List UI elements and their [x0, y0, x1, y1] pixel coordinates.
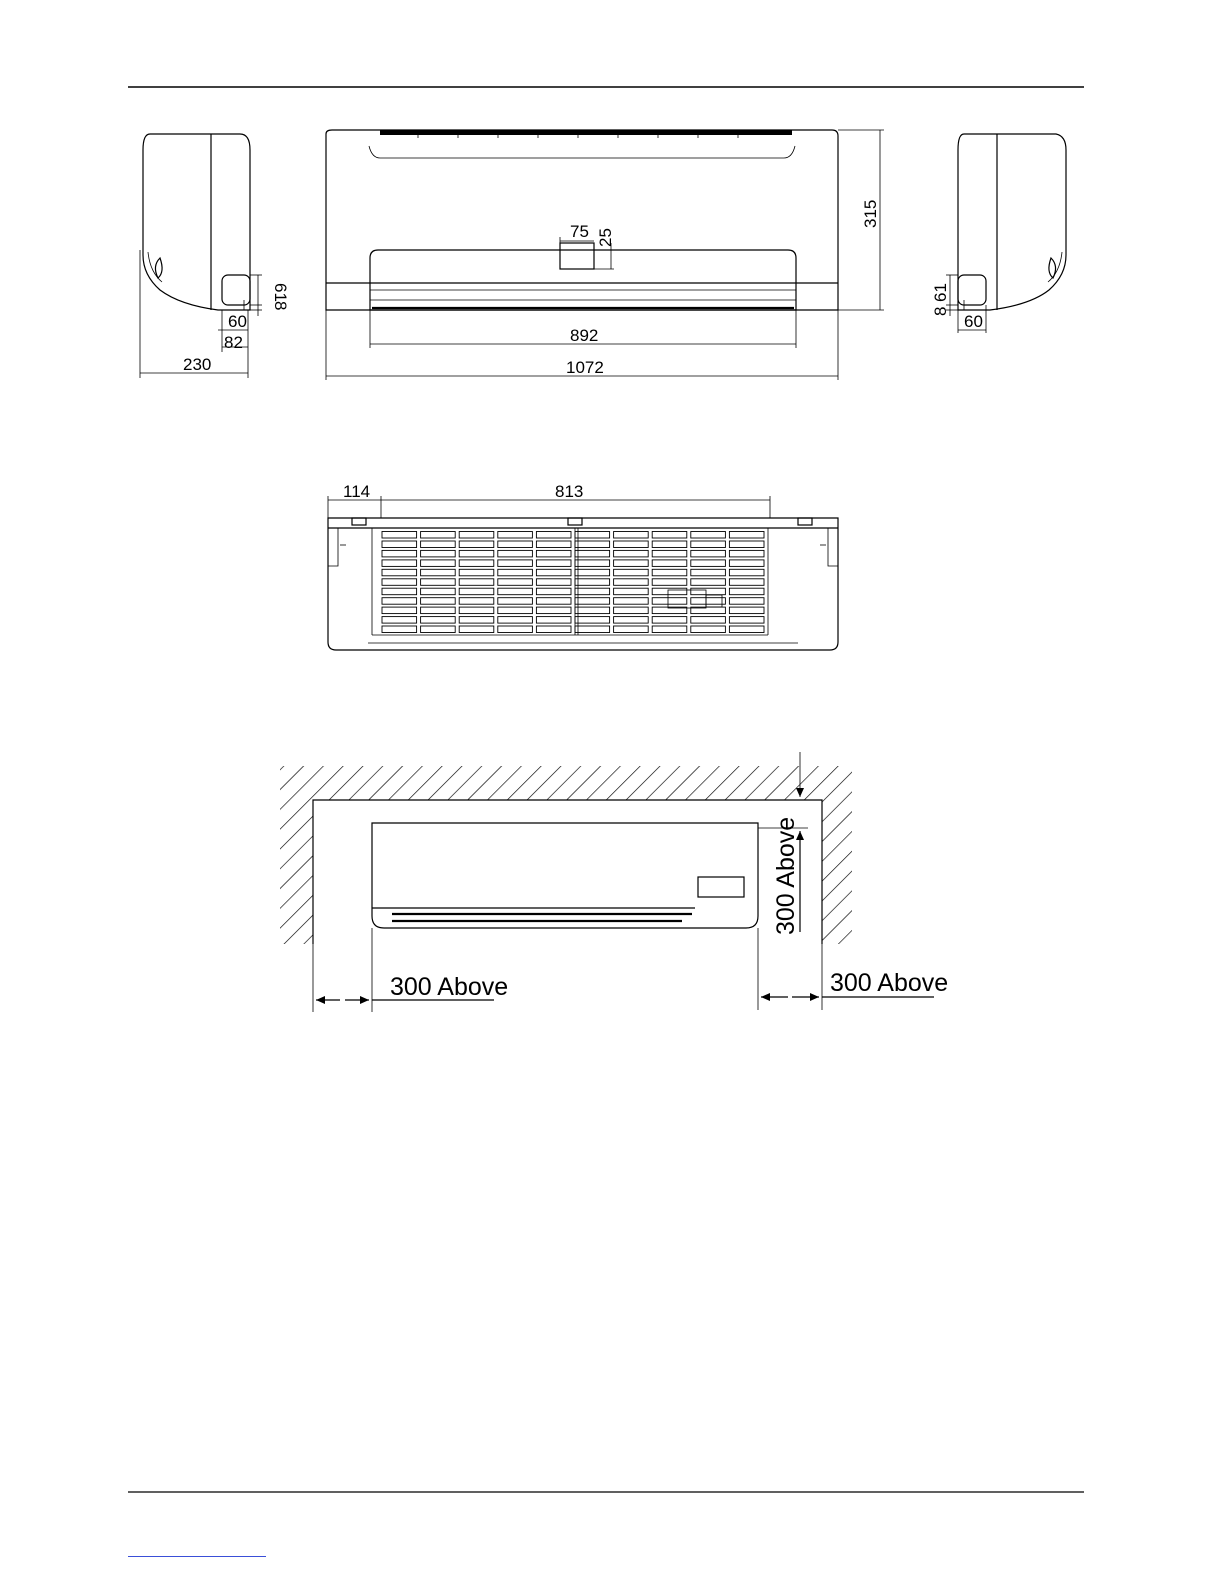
grille-slat	[614, 550, 649, 557]
grille-slat	[421, 569, 456, 576]
back-grille	[382, 532, 764, 633]
grille-slat	[575, 550, 610, 557]
grille-slat	[459, 579, 494, 586]
grille-slat	[536, 541, 571, 548]
grille-slat	[652, 541, 687, 548]
grille-slat	[575, 588, 610, 595]
grille-slat	[421, 532, 456, 539]
grille-slat	[652, 617, 687, 624]
grille-slat	[498, 588, 533, 595]
grille-slat	[691, 598, 726, 605]
grille-slat	[729, 588, 764, 595]
grille-slat	[459, 598, 494, 605]
grille-slat	[382, 588, 417, 595]
grille-slat	[382, 607, 417, 614]
grille-slat	[691, 569, 726, 576]
grille-slat	[498, 579, 533, 586]
grille-slat	[536, 560, 571, 567]
grille-slat	[575, 598, 610, 605]
grille-slat	[691, 550, 726, 557]
grille-slat	[614, 588, 649, 595]
grille-slat	[652, 569, 687, 576]
dim-pipe-bottom-right: 8	[931, 306, 950, 316]
grille-slat	[575, 579, 610, 586]
dim-pipe-width-right: 60	[964, 312, 983, 331]
grille-slat	[536, 550, 571, 557]
grille-slat	[382, 569, 417, 576]
grille-slat	[614, 626, 649, 633]
dim-pipe-height: 61	[271, 283, 290, 302]
grille-slat	[459, 560, 494, 567]
grille-slat	[498, 550, 533, 557]
grille-slat	[652, 588, 687, 595]
grille-slat	[614, 569, 649, 576]
grille-slat	[691, 560, 726, 567]
grille-slat	[459, 532, 494, 539]
grille-slat	[421, 617, 456, 624]
dim-unit-height: 315	[861, 199, 880, 228]
grille-slat	[382, 579, 417, 586]
grille-slat	[459, 617, 494, 624]
dim-hook-offset: 114	[343, 482, 371, 501]
grille-slat	[498, 598, 533, 605]
grille-slat	[421, 588, 456, 595]
grille-slat	[614, 560, 649, 567]
grille-slat	[729, 560, 764, 567]
grille-slat	[729, 617, 764, 624]
clearance-top-label: 300 Above	[772, 816, 800, 935]
grille-slat	[459, 607, 494, 614]
dim-display-width: 75	[570, 222, 589, 241]
indoor-unit	[372, 823, 758, 928]
side-view-right	[946, 134, 1066, 333]
grille-slat	[382, 541, 417, 548]
grille-slat	[614, 607, 649, 614]
grille-slat	[536, 598, 571, 605]
grille-slat	[614, 579, 649, 586]
grille-slat	[575, 607, 610, 614]
grille-slat	[729, 607, 764, 614]
dim-display-height: 25	[596, 228, 615, 247]
grille-slat	[729, 626, 764, 633]
grille-slat	[382, 550, 417, 557]
grille-slat	[421, 550, 456, 557]
grille-slat	[421, 579, 456, 586]
grille-slat	[575, 532, 610, 539]
grille-slat	[536, 569, 571, 576]
dim-pipe-width: 60	[228, 312, 247, 331]
grille-slat	[498, 569, 533, 576]
dim-pipe-offset: 82	[224, 333, 243, 352]
dim-hook-span: 813	[555, 482, 584, 501]
dim-panel-width: 892	[570, 326, 599, 345]
grille-slat	[421, 626, 456, 633]
grille-slat	[614, 541, 649, 548]
grille-slat	[498, 541, 533, 548]
grille-slat	[382, 598, 417, 605]
grille-slat	[498, 532, 533, 539]
grille-slat	[729, 569, 764, 576]
dim-pipe-bottom: 8	[271, 301, 290, 311]
grille-slat	[729, 598, 764, 605]
clearance-left-label: 300 Above	[390, 973, 509, 1001]
grille-slat	[498, 560, 533, 567]
grille-slat	[421, 541, 456, 548]
grille-slat	[614, 532, 649, 539]
grille-slat	[729, 532, 764, 539]
grille-slat	[691, 588, 726, 595]
grille-slat	[652, 626, 687, 633]
grille-slat	[729, 550, 764, 557]
grille-slat	[498, 607, 533, 614]
grille-slat	[459, 550, 494, 557]
grille-slat	[691, 541, 726, 548]
grille-slat	[691, 579, 726, 586]
wall-hatch	[280, 766, 852, 944]
front-view	[326, 130, 884, 380]
grille-slat	[421, 560, 456, 567]
clearance-right-label: 300 Above	[830, 969, 949, 997]
grille-slat	[691, 532, 726, 539]
dim-pipe-height-right: 61	[931, 283, 950, 302]
grille-slat	[652, 550, 687, 557]
dim-depth: 230	[183, 355, 212, 374]
grille-slat	[421, 607, 456, 614]
grille-slat	[536, 579, 571, 586]
grille-slat	[652, 532, 687, 539]
grille-slat	[536, 532, 571, 539]
grille-slat	[575, 626, 610, 633]
grille-slat	[382, 560, 417, 567]
grille-slat	[729, 579, 764, 586]
grille-slat	[614, 598, 649, 605]
grille-slat	[691, 617, 726, 624]
dim-unit-width: 1072	[566, 358, 604, 377]
grille-slat	[536, 626, 571, 633]
grille-slat	[498, 626, 533, 633]
side-view-left	[140, 134, 262, 378]
grille-slat	[536, 607, 571, 614]
grille-slat	[382, 532, 417, 539]
grille-slat	[382, 626, 417, 633]
grille-slat	[536, 588, 571, 595]
grille-slat	[691, 626, 726, 633]
grille-slat	[614, 617, 649, 624]
grille-slat	[382, 617, 417, 624]
grille-slat	[652, 560, 687, 567]
back-view	[328, 496, 838, 650]
grille-slat	[729, 541, 764, 548]
grille-slat	[421, 598, 456, 605]
grille-slat	[459, 541, 494, 548]
grille-slat	[575, 617, 610, 624]
grille-slat	[459, 569, 494, 576]
grille-slat	[459, 588, 494, 595]
grille-slat	[498, 617, 533, 624]
grille-slat	[575, 541, 610, 548]
grille-slat	[536, 617, 571, 624]
grille-slat	[459, 626, 494, 633]
grille-slat	[652, 598, 687, 605]
grille-slat	[575, 560, 610, 567]
grille-slat	[652, 579, 687, 586]
grille-slat	[575, 569, 610, 576]
footer-link-underline[interactable]	[128, 1556, 266, 1557]
